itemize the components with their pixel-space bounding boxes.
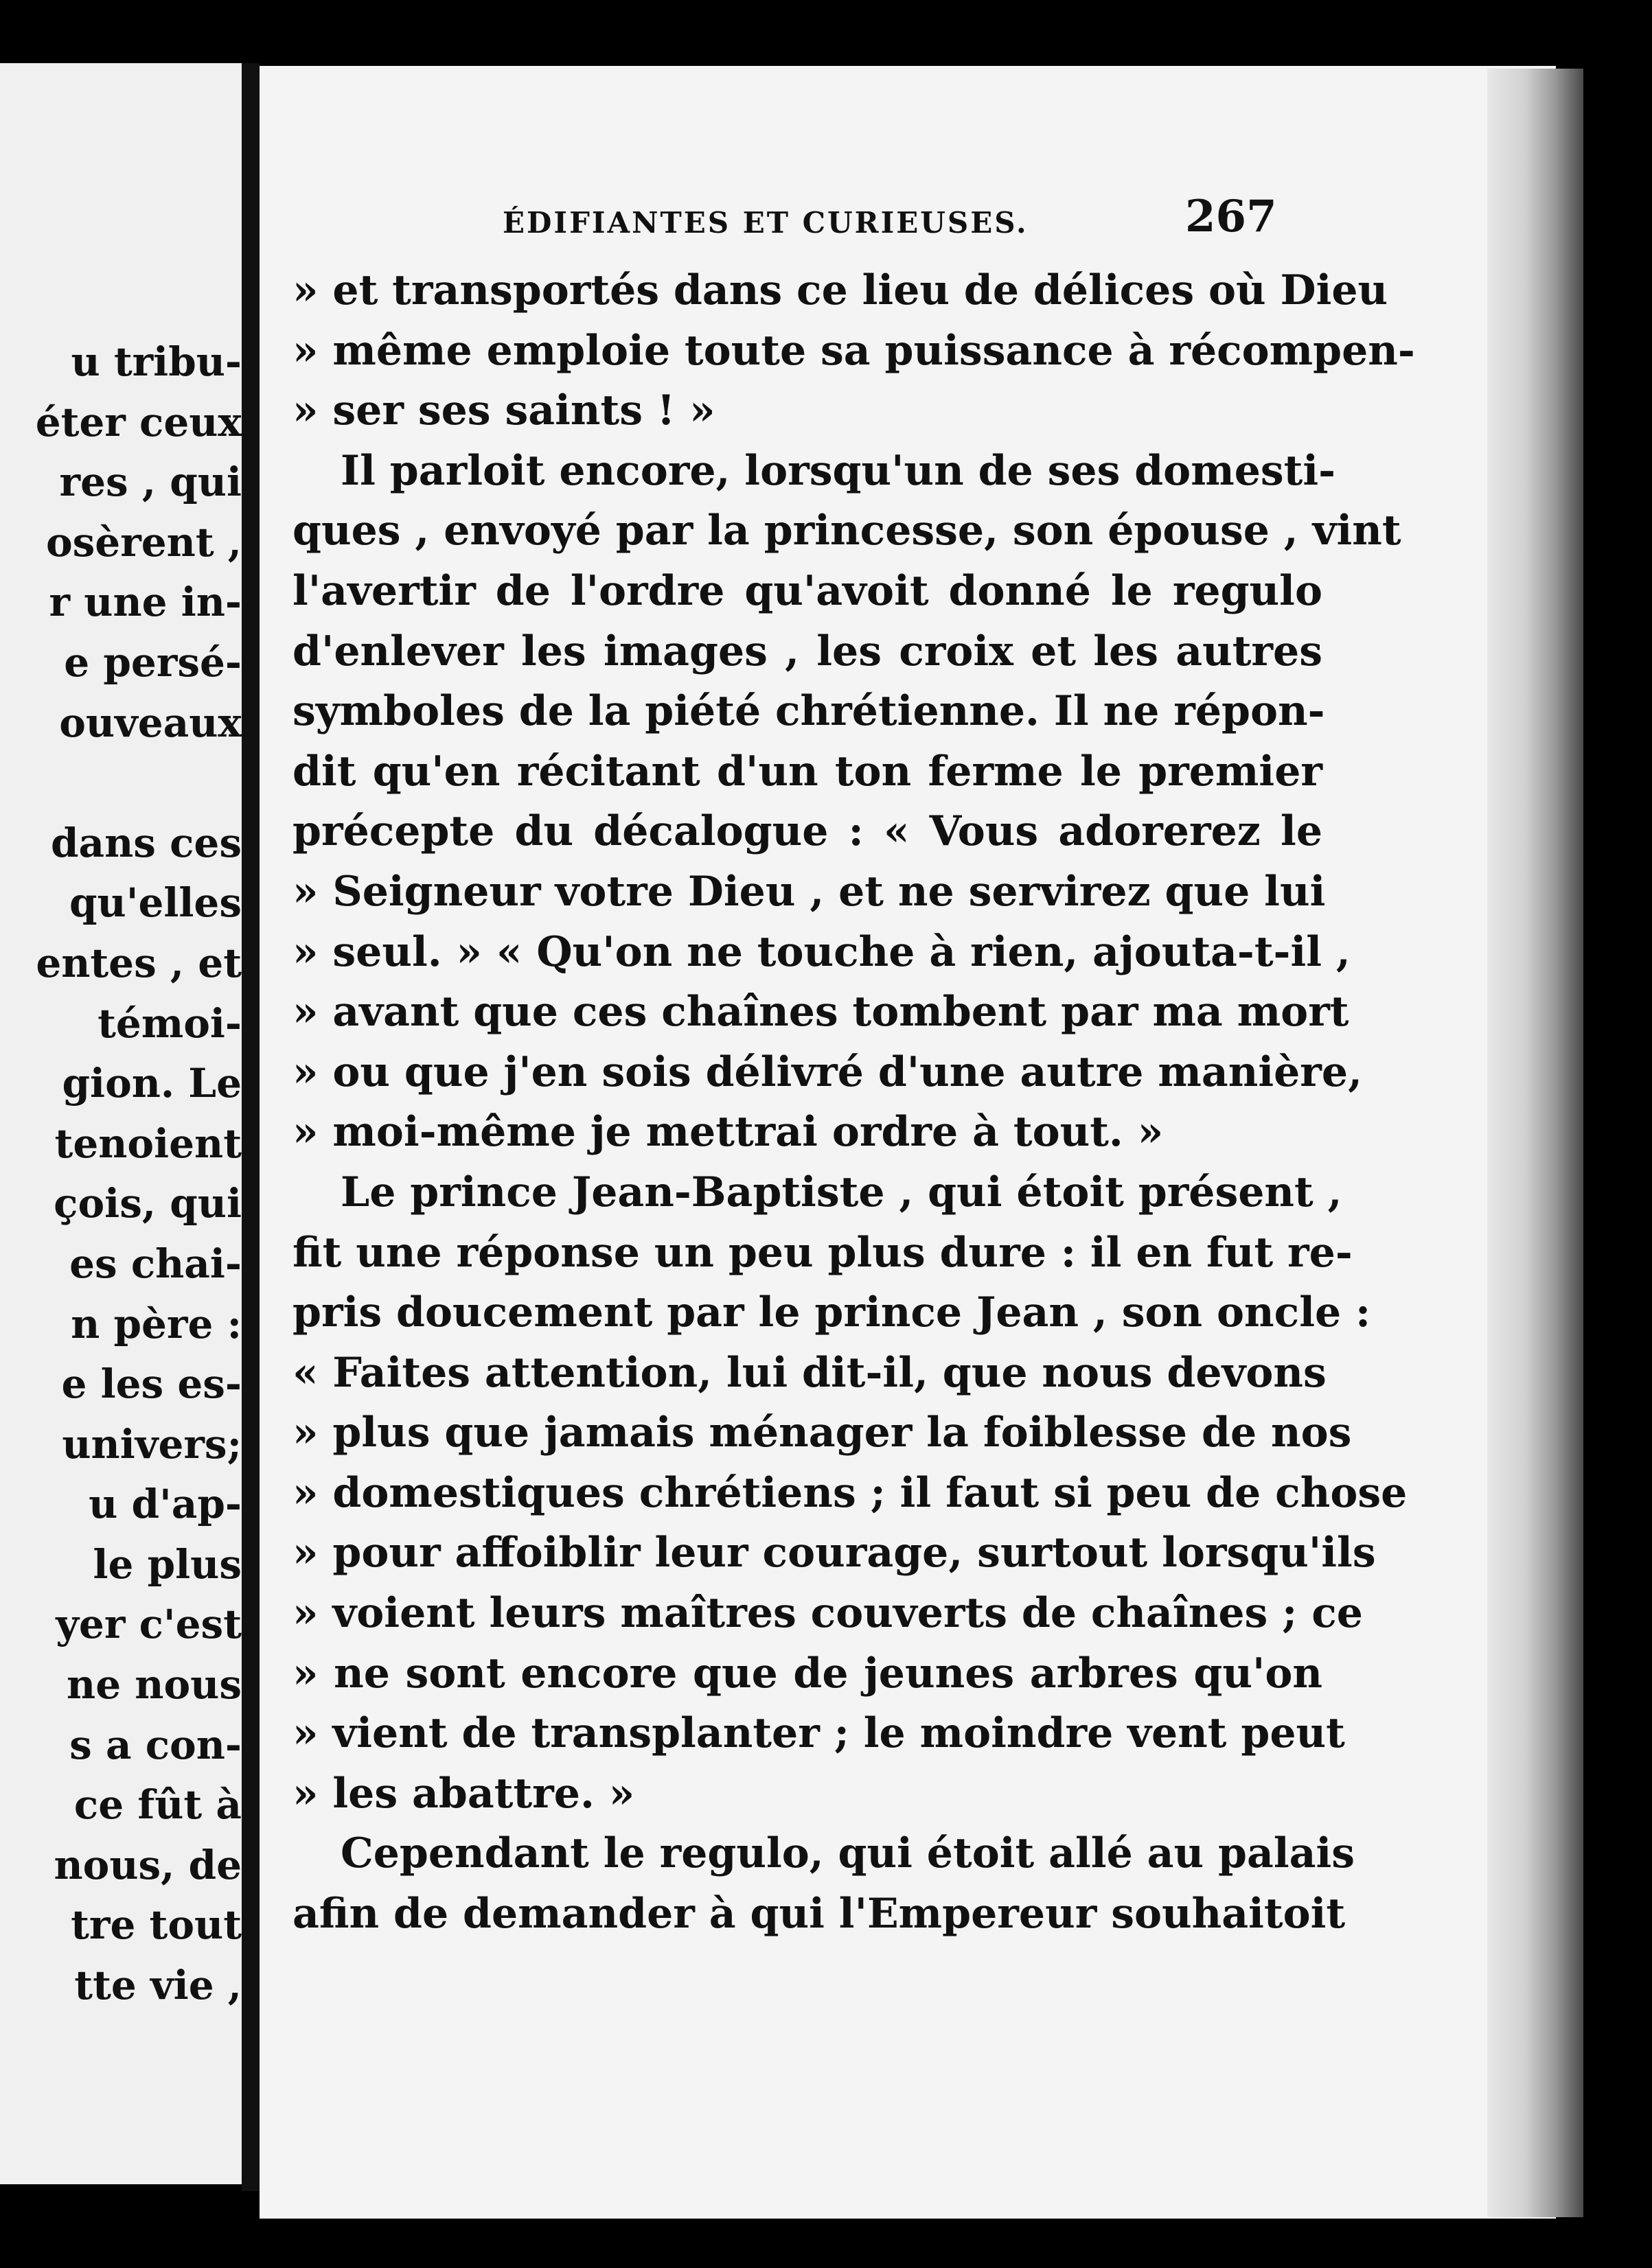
left-page-line: entes , et bbox=[36, 939, 242, 986]
left-page-text bbox=[0, 332, 242, 2016]
left-page bbox=[0, 63, 242, 2184]
text-line: » ne sont encore que de jeunes arbres qu'on bbox=[292, 1649, 1322, 1698]
text-line: Le prince Jean-Baptiste , qui étoit présent , bbox=[341, 1168, 1342, 1216]
text-line: précepte du décalogue : « Vous adorerez le bbox=[292, 807, 1322, 856]
text-line: dit qu'en récitant d'un ton ferme le premier bbox=[292, 747, 1322, 796]
text-line: » vient de transplanter ; le moindre vent peut bbox=[292, 1709, 1345, 1758]
text-line: afin de demander à qui l'Empereur souhaitoit bbox=[292, 1890, 1346, 1939]
text-line: « Faites attention, lui dit-il, que nous devons bbox=[292, 1348, 1327, 1397]
left-page-line: çois, qui bbox=[54, 1180, 242, 1227]
left-page-line: tre tout bbox=[71, 1901, 242, 1949]
left-page-line: u tribu- bbox=[71, 338, 242, 385]
book-gutter bbox=[242, 63, 260, 2191]
left-page-line: ce fût à bbox=[73, 1781, 242, 1829]
left-page-line: tte vie , bbox=[74, 1962, 242, 2009]
text-line: pris doucement par le prince Jean , son oncle : bbox=[292, 1288, 1371, 1337]
left-page-line: témoi- bbox=[97, 999, 242, 1047]
text-line: » et transportés dans ce lieu de délices où Dieu bbox=[292, 266, 1388, 314]
text-line: symboles de la piété chrétienne. Il ne répon- bbox=[292, 687, 1325, 736]
left-page-line: es chai- bbox=[69, 1240, 242, 1287]
left-page-line: u d'ap- bbox=[89, 1481, 242, 1528]
text-line: l'avertir de l'ordre qu'avoit donné le regulo bbox=[292, 566, 1322, 615]
text-line: » les abattre. » bbox=[292, 1769, 635, 1818]
page-edge bbox=[1487, 69, 1583, 2217]
text-line: d'enlever les images , les croix et les autres bbox=[292, 627, 1322, 675]
page-number: 267 bbox=[1185, 191, 1277, 242]
running-head: ÉDIFIANTES ET CURIEUSES. bbox=[503, 206, 1029, 240]
left-page-line: r une in- bbox=[49, 579, 242, 626]
left-page-line: gion. Le bbox=[62, 1060, 242, 1107]
text-line: » domestiques chrétiens ; il faut si peu de chose bbox=[292, 1468, 1408, 1517]
text-line: ques , envoyé par la princesse, son épouse , vint bbox=[292, 507, 1401, 555]
left-page-line: osèrent , bbox=[45, 518, 242, 566]
left-page-line: éter ceux bbox=[35, 398, 242, 445]
left-page-line: univers; bbox=[62, 1420, 242, 1468]
left-page-line: dans ces bbox=[50, 819, 242, 866]
left-page-line: tenoient bbox=[54, 1120, 242, 1167]
left-page-line: e les es- bbox=[61, 1361, 242, 1408]
left-page-line bbox=[0, 753, 242, 813]
left-page-line: yer c'est bbox=[56, 1601, 242, 1648]
left-page-line: n père : bbox=[71, 1300, 242, 1347]
text-line: » avant que ces chaînes tombent par ma mort bbox=[292, 988, 1349, 1037]
text-line: fit une réponse un peu plus dure : il en fut re- bbox=[292, 1228, 1353, 1277]
text-line: » ser ses saints ! » bbox=[292, 386, 715, 435]
text-line: » seul. » « Qu'on ne touche à rien, ajouta-t-il , bbox=[292, 927, 1351, 976]
text-line: » même emploie toute sa puissance à récompen- bbox=[292, 326, 1415, 375]
left-page-line: ouveaux bbox=[59, 699, 242, 746]
text-line: » voient leurs maîtres couverts de chaînes ; ce bbox=[292, 1589, 1363, 1638]
left-page-line: e persé- bbox=[64, 638, 242, 686]
left-page-line: le plus bbox=[93, 1540, 242, 1588]
left-page-line: nous, de bbox=[54, 1841, 242, 1888]
text-line: » ou que j'en sois délivré d'une autre manière, bbox=[292, 1048, 1362, 1096]
left-page-line: qu'elles bbox=[69, 879, 242, 927]
left-page-line: res , qui bbox=[59, 459, 242, 506]
text-line: » plus que jamais ménager la foiblesse de nos bbox=[292, 1409, 1352, 1457]
left-page-line: s a con- bbox=[69, 1721, 242, 1768]
body-text bbox=[292, 261, 1415, 1945]
text-line: Cependant le regulo, qui étoit allé au palais bbox=[341, 1829, 1355, 1878]
text-line: Il parloit encore, lorsqu'un de ses domesti- bbox=[341, 446, 1336, 495]
text-line: » pour affoiblir leur courage, surtout lorsqu'ils bbox=[292, 1529, 1376, 1577]
text-line: » moi-même je mettrai ordre à tout. » bbox=[292, 1108, 1164, 1157]
text-line: » Seigneur votre Dieu , et ne servirez que lui bbox=[292, 867, 1326, 916]
left-page-line: ne nous bbox=[67, 1661, 242, 1709]
